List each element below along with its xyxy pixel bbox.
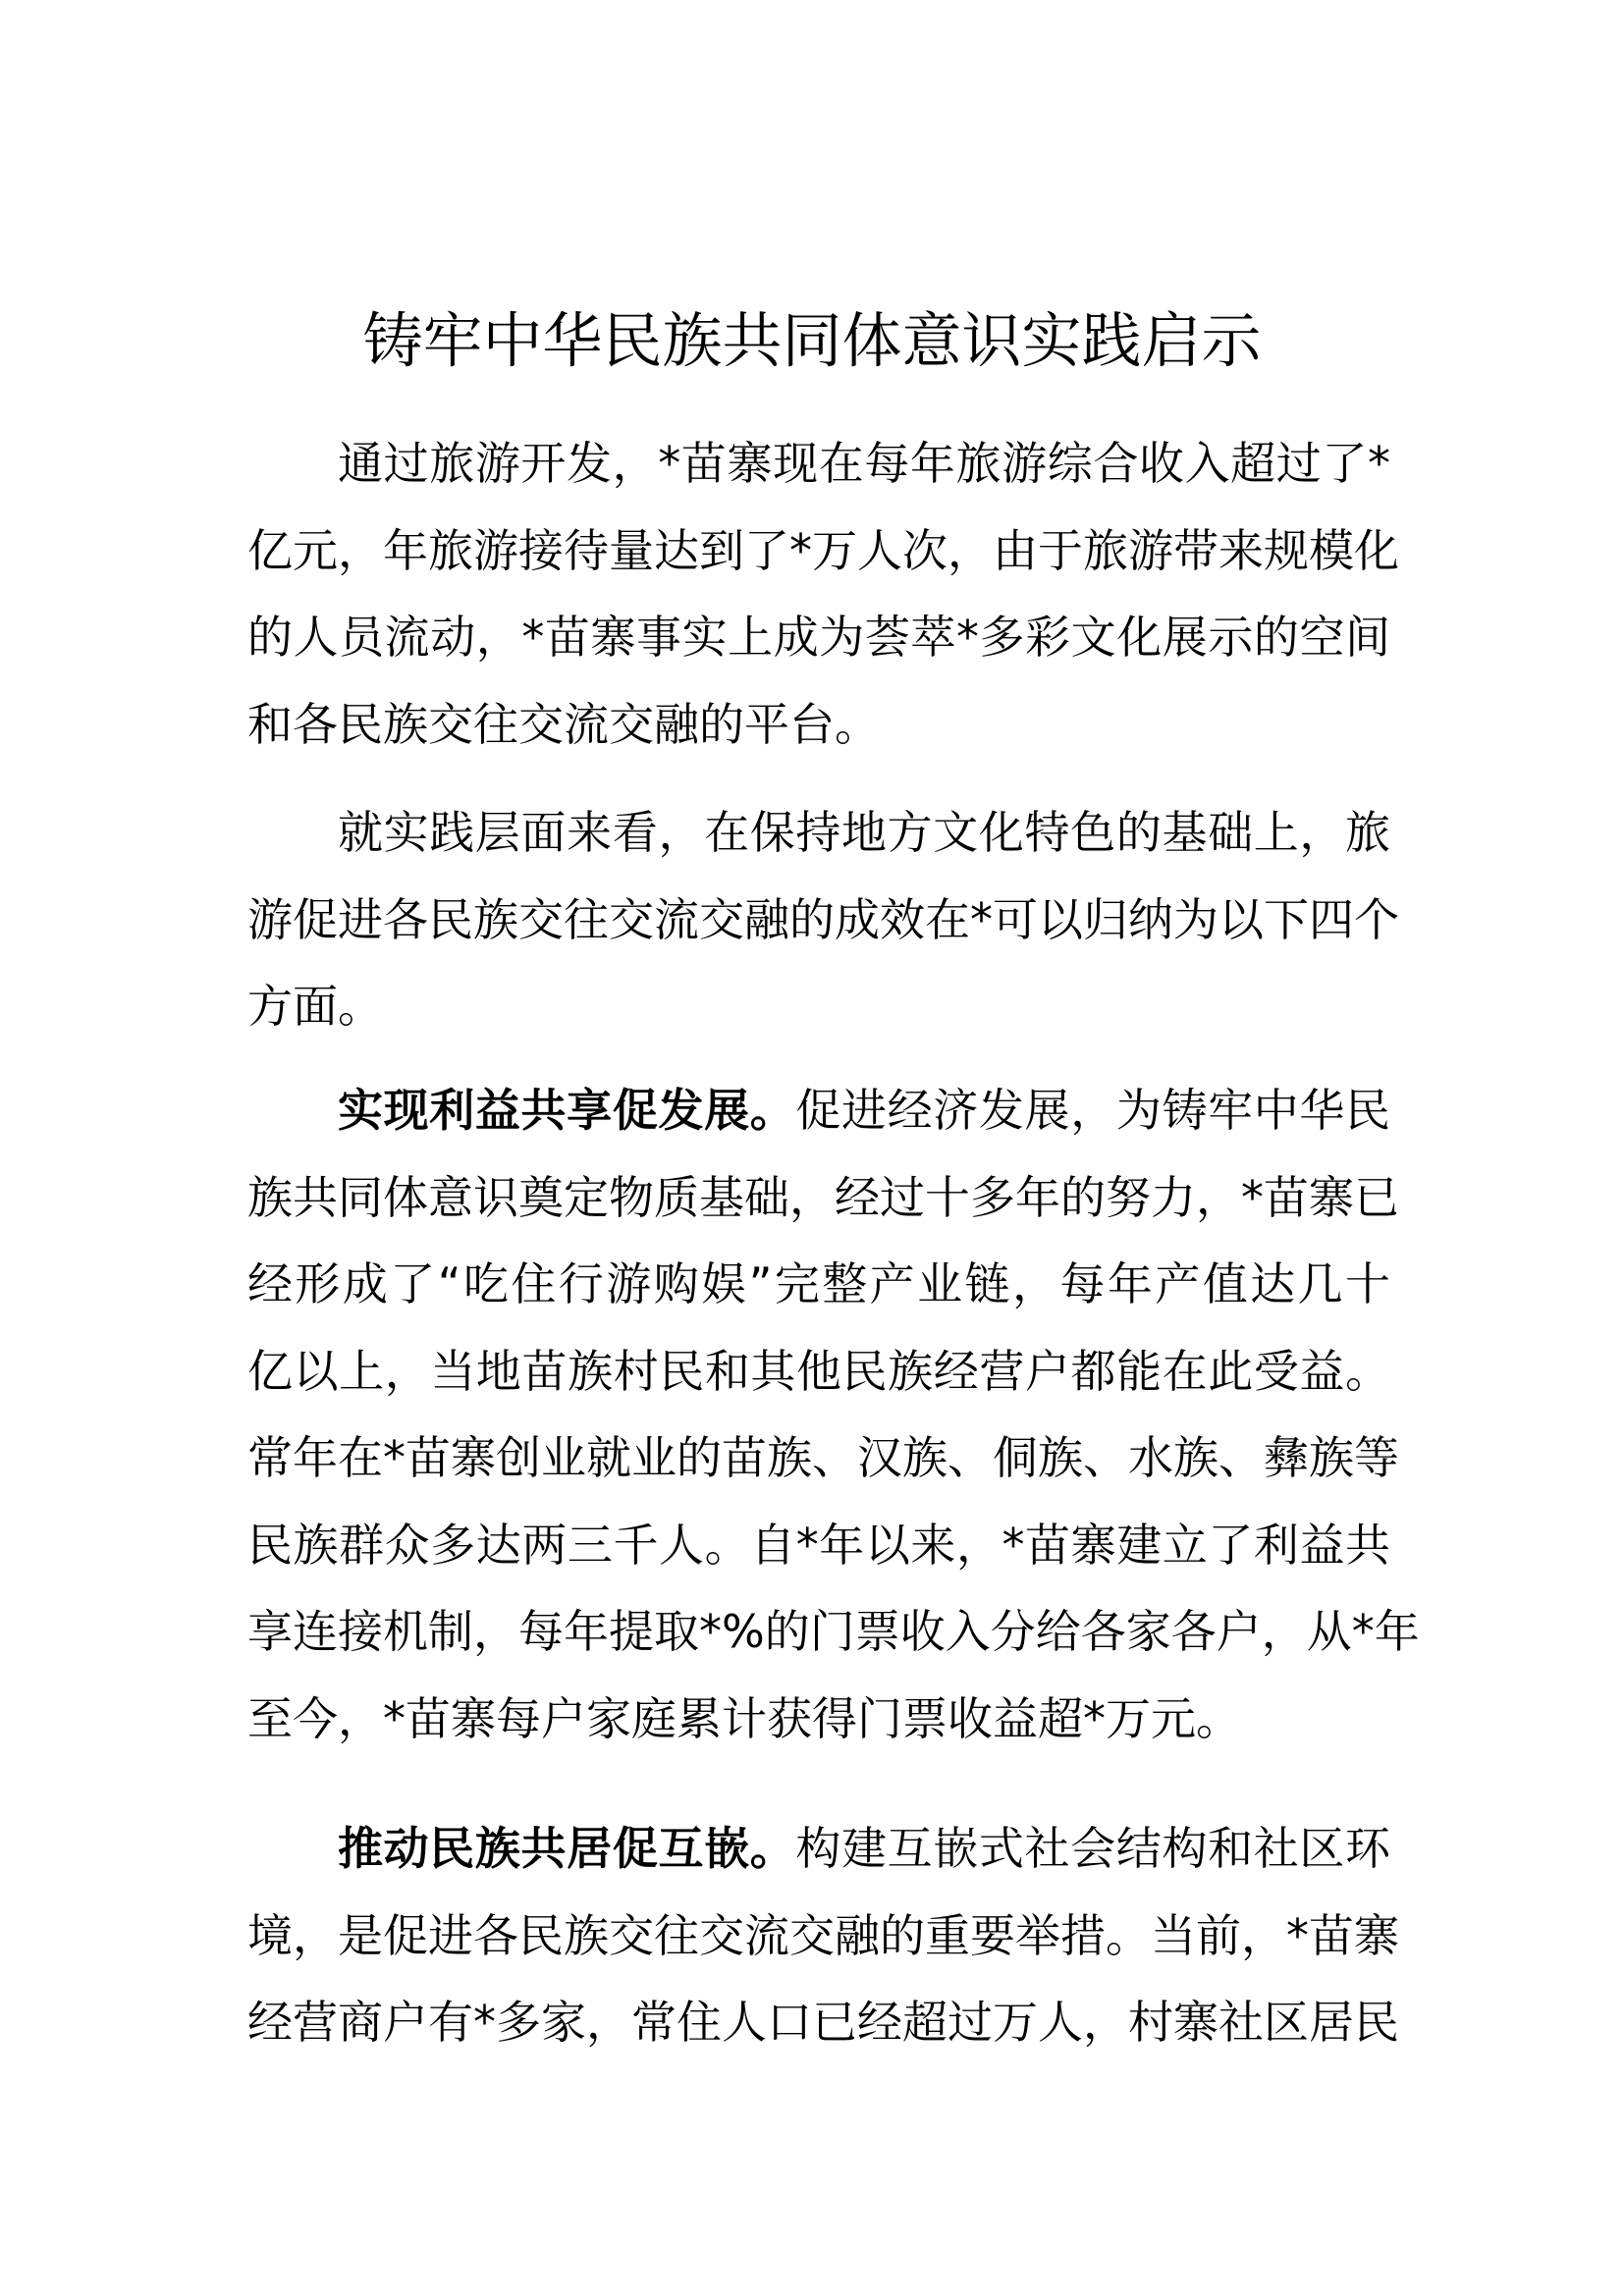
section-heading: 推动民族共居促互嵌。 <box>338 1822 796 1875</box>
text-line: 境，是促进各民族交往交流交融的重要举措。当前，*苗寨 <box>247 1908 1399 1962</box>
text-line: 至今，*苗寨每户家庭累计获得门票收益超*万元。 <box>247 1691 1241 1745</box>
text-line: 亿以上，当地苗族村民和其他民族经营户都能在此受益。 <box>247 1344 1390 1398</box>
paragraph-practice-overview <box>247 789 1399 1050</box>
text-span: 促进经济发展，为铸牢中华民 <box>795 1084 1391 1137</box>
text-line: 常年在*苗寨创业就业的苗族、汉族、侗族、水族、彝族等 <box>247 1431 1399 1484</box>
text-line: 和各民族交往交流交融的平台。 <box>247 697 880 751</box>
text-line: 通过旅游开发，*苗寨现在每年旅游综合收入超过了* <box>338 437 1390 490</box>
section-heading: 实现利益共享促发展。 <box>338 1084 796 1137</box>
text-line: 经营商户有*多家，常住人口已经超过万人，村寨社区居民 <box>247 1996 1399 2049</box>
text-line: 族共同体意识奠定物质基础，经过十多年的努力，*苗寨已 <box>247 1170 1399 1224</box>
text-line <box>247 1067 1390 1154</box>
paragraph-shared-benefits <box>247 1067 1420 1762</box>
text-line: 就实践层面来看，在保持地方文化特色的基础上，旅 <box>338 806 1390 859</box>
text-line: 亿元，年旅游接待量达到了*万人次，由于旅游带来规模化 <box>247 523 1399 577</box>
text-span: 构建互嵌式社会结构和社区环 <box>795 1822 1391 1875</box>
text-line: 方面。 <box>247 980 383 1033</box>
text-line <box>247 1805 1390 1893</box>
text-line: 的人员流动，*苗寨事实上成为荟萃*多彩文化展示的空间 <box>247 611 1390 664</box>
text-line: 游促进各民族交往交流交融的成效在*可以归纳为以下四个 <box>247 892 1399 946</box>
text-line: 经形成了“吃住行游购娱”完整产业链，每年产值达几十 <box>247 1257 1390 1310</box>
paragraph-tourism-income <box>247 420 1399 768</box>
text-line: 民族群众多达两三千人。自*年以来，*苗寨建立了利益共 <box>247 1518 1390 1572</box>
paragraph-co-residence <box>247 1805 1399 2066</box>
document-title: 铸牢中华民族共同体意识实践启示 <box>362 306 1262 376</box>
text-line: 享连接机制，每年提取*%的门票收入分给各家各户，从*年 <box>247 1605 1420 1658</box>
